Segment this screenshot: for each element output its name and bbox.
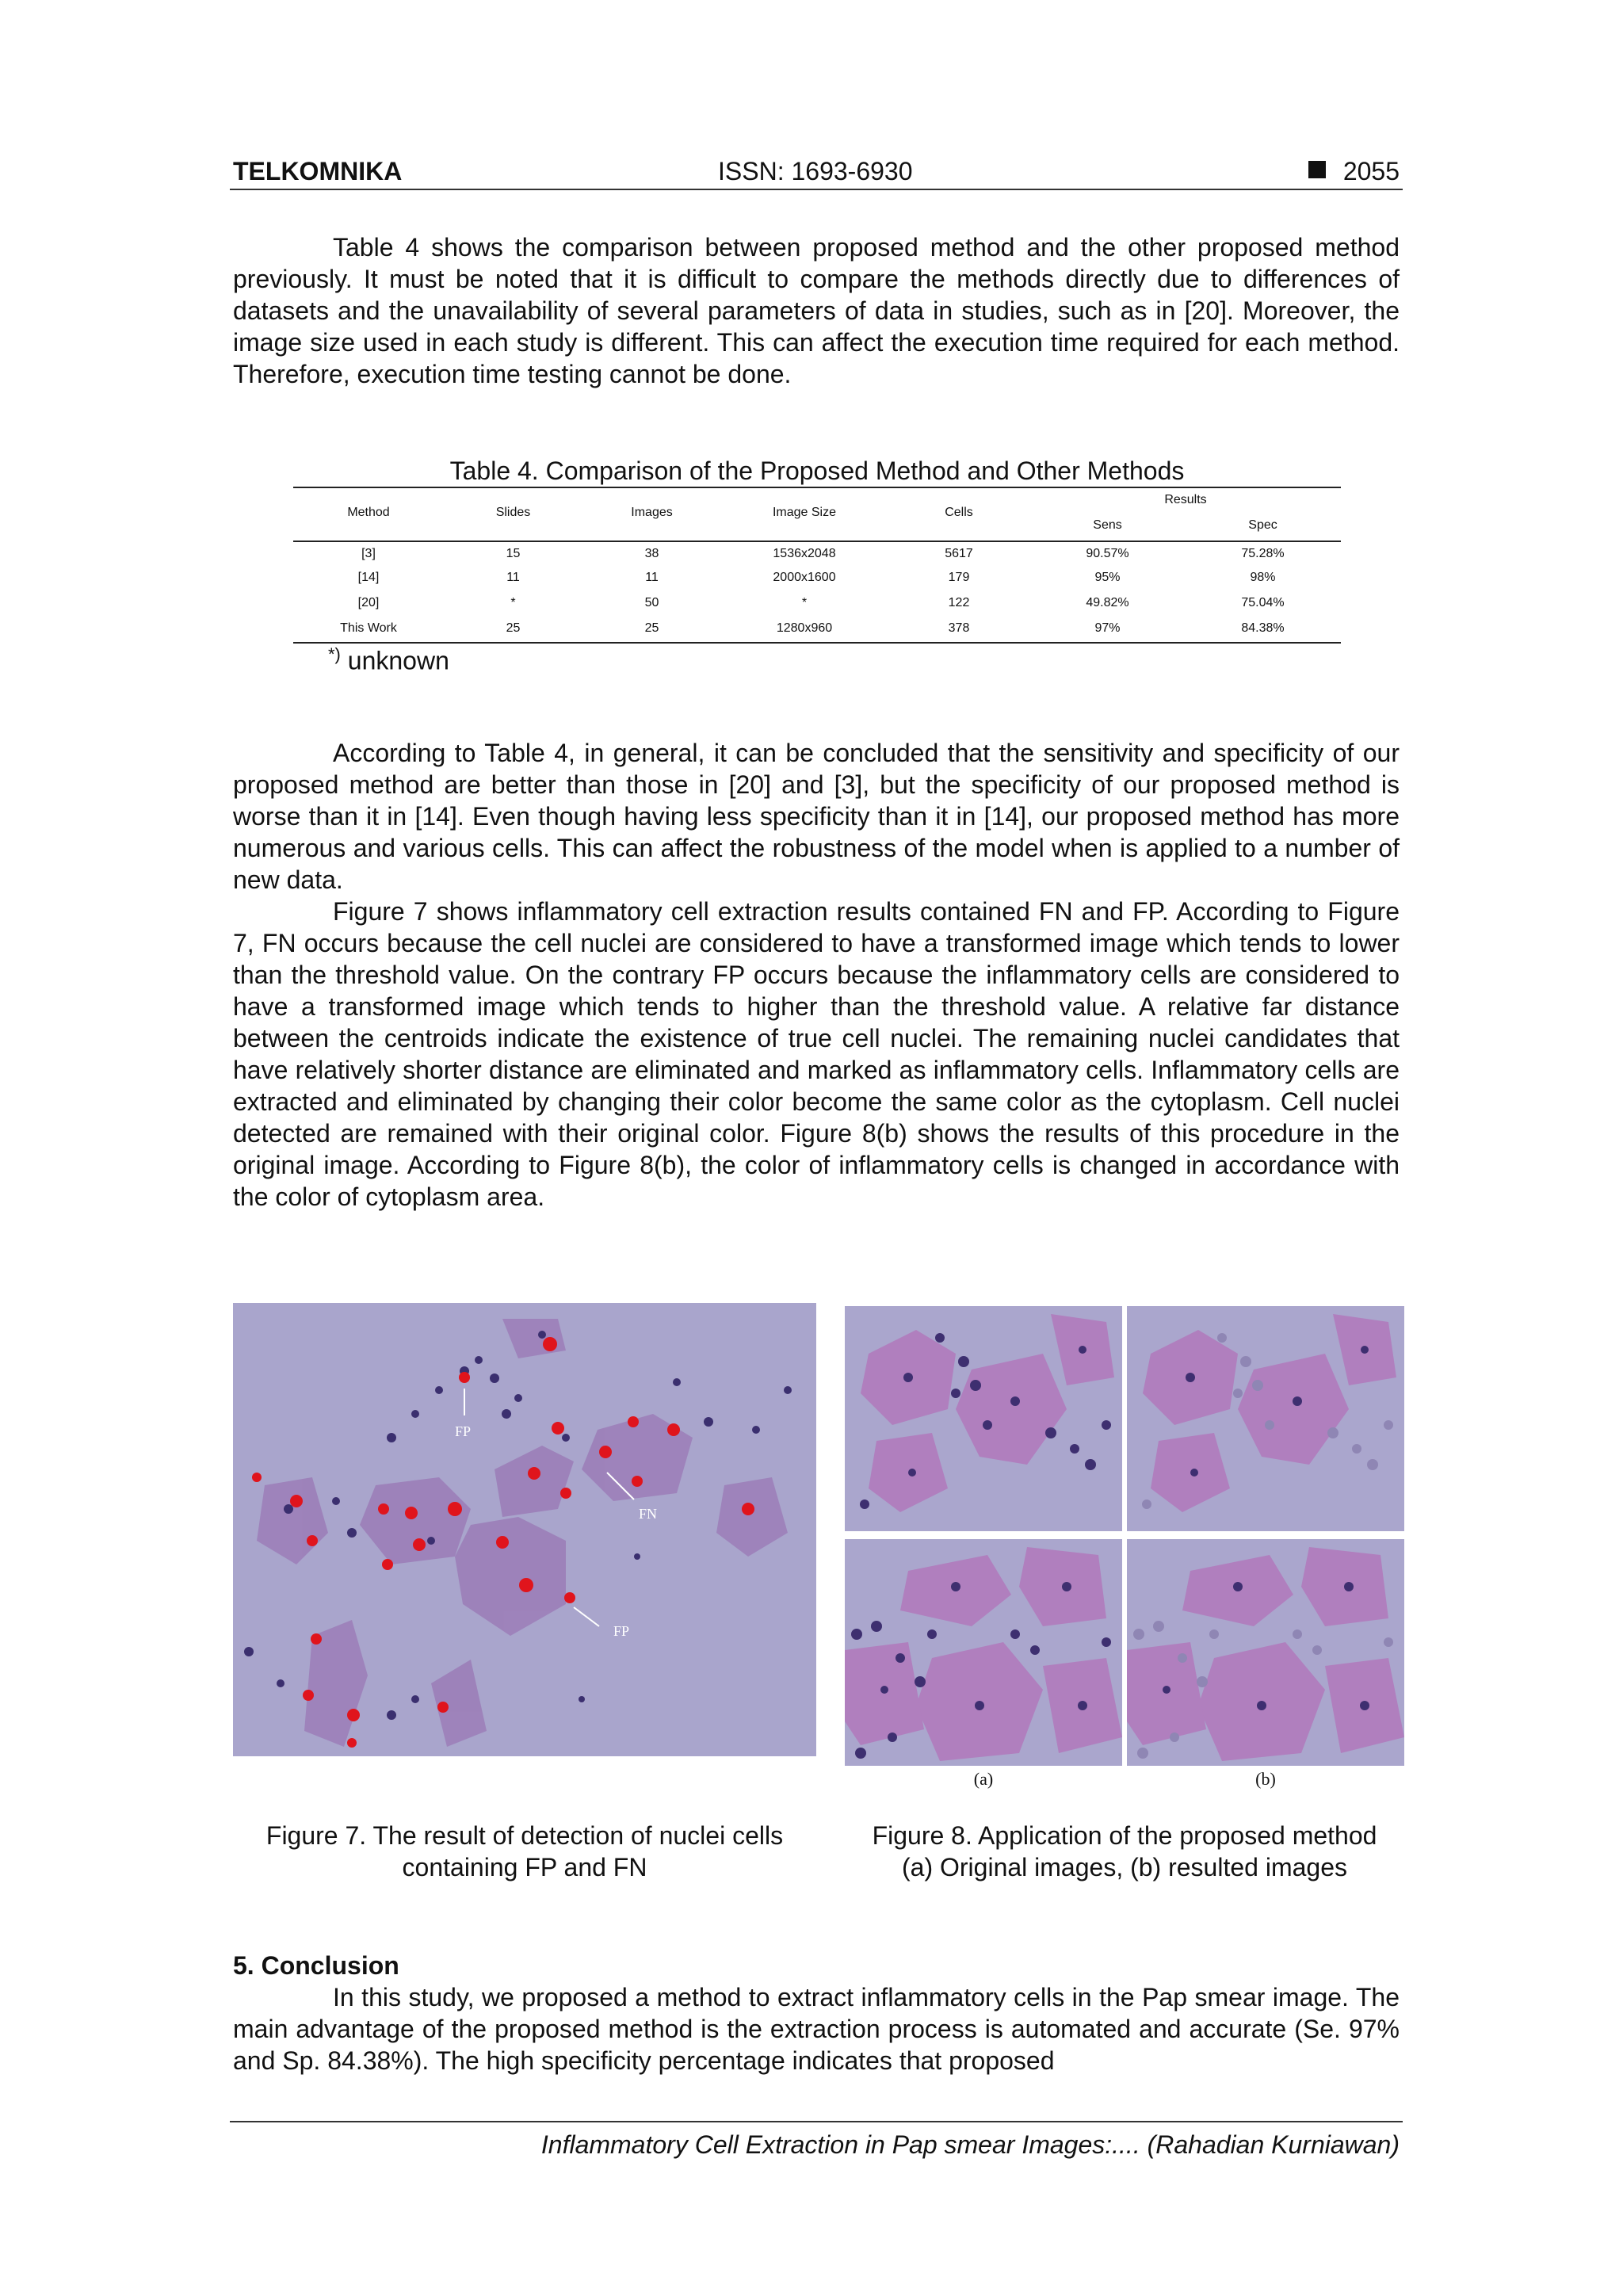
cell-cells: 122 [948, 596, 970, 609]
th-image-size: Image Size [772, 506, 837, 519]
cell-slides: * [510, 596, 516, 609]
figure-8b-bottom-image [1127, 1539, 1404, 1766]
cell-image-size: * [801, 596, 808, 609]
section-5-text: In this study, we proposed a method to extract inflammatory cells in the Pap smear image. The main advantage of the proposed method is the extraction process is automated and accurate (Se. 97% and Sp. 84.38%). The high specificity percentage indicates that proposed [233, 1983, 1400, 2075]
figure-7-caption-line-2: containing FP and FN [402, 1853, 647, 1881]
figure-8-caption-line-2: (a) Original images, (b) resulted images [902, 1853, 1347, 1881]
figure-8-caption-line-1: Figure 8. Application of the proposed method [872, 1821, 1377, 1850]
th-cells: Cells [945, 506, 973, 519]
table-title: Table 4. Comparison of the Proposed Method and Other Methods [449, 457, 1185, 485]
fn-label: FN [639, 1506, 658, 1522]
cell-sens: 90.57% [1086, 547, 1129, 560]
paragraph-1-text: Table 4 shows the comparison between proposed method and the other proposed method previously. It must be noted that it is difficult to compare the methods directly due to differences of datasets and the unavailability of several parameters of data in studies, such as in [20]. Moreover, the image size used in each study is different. This can affect the execution time required for each method. Therefore, execution time testing cannot be done. [233, 233, 1400, 388]
figure-8b-top-image [1127, 1306, 1404, 1531]
cell-sens: 49.82% [1086, 596, 1129, 609]
table-footnote [328, 639, 449, 677]
cell-spec: 84.38% [1241, 621, 1285, 635]
cell-image-size: 1536x2048 [773, 547, 836, 560]
cell-sens: 95% [1094, 571, 1121, 584]
cell-spec: 75.04% [1241, 596, 1285, 609]
cell-cells: 378 [948, 621, 970, 635]
square-bullet-icon [1308, 161, 1326, 178]
fp-label-1: FP [455, 1423, 472, 1439]
th-spec: Spec [1248, 518, 1277, 532]
journal-name: TELKOMNIKA [233, 157, 403, 185]
cell-images: 11 [645, 571, 659, 584]
cell-slides: 11 [506, 571, 520, 584]
figure-8-label-a: (a) [973, 1769, 994, 1789]
cell-sens: 97% [1094, 621, 1121, 635]
cell-cells: 179 [948, 571, 970, 584]
figure-8a-bottom-image [845, 1539, 1122, 1766]
page-number-block [1300, 155, 1400, 187]
figure-8a-top-image [845, 1306, 1122, 1531]
th-sens: Sens [1093, 518, 1122, 532]
running-footer: Inflammatory Cell Extraction in Pap smear Images:.... (Rahadian Kurniawan) [540, 2130, 1400, 2159]
cell-method: [3] [361, 547, 376, 560]
th-slides: Slides [495, 506, 531, 519]
cell-images: 50 [644, 596, 659, 609]
figure-8-label-b: (b) [1255, 1769, 1276, 1789]
cell-images: 38 [644, 547, 659, 560]
issn: ISSN: 1693-6930 [718, 157, 913, 185]
paragraph-2-text: According to Table 4, in general, it can be concluded that the sensitivity and specificity of our proposed method are better than those in [20] and [3], but the specificity of our proposed method is worse than it in [14]. Even though having less specificity than it in [14], our proposed method has more numerous and various cells. This can affect the robustness of the model when is applied to a number of new data. [233, 739, 1400, 894]
cell-slides: 15 [506, 547, 521, 560]
cell-method: [14] [357, 571, 380, 584]
section-5-body [233, 1981, 1400, 2076]
cell-cells: 5617 [945, 547, 973, 560]
cell-method: [20] [357, 596, 380, 609]
cell-method: This Work [340, 621, 397, 635]
cell-slides: 25 [506, 621, 521, 635]
fp-label-2: FP [613, 1623, 630, 1639]
footnote-mark: *) [328, 644, 341, 664]
th-method: Method [347, 506, 390, 519]
footer-rule [230, 2121, 1403, 2122]
cell-image-size: 1280x960 [776, 621, 833, 635]
cell-images: 25 [644, 621, 659, 635]
cell-spec: 75.28% [1241, 547, 1285, 560]
cell-image-size: 2000x1600 [773, 571, 836, 584]
paragraph-1 [233, 231, 1400, 390]
th-results: Results [1164, 493, 1207, 506]
section-heading: 5. Conclusion [233, 1951, 399, 1980]
figure-7-caption [233, 1820, 816, 1883]
cell-spec: 98% [1250, 571, 1276, 584]
header-rule [230, 189, 1403, 190]
page-number: 2055 [1342, 157, 1400, 185]
paragraph-3-text: Figure 7 shows inflammatory cell extraction results contained FN and FP. According to Figure 7, FN occurs because the cell nuclei are considered to have a transformed image which tends to lower than the threshold value. On the contrary FP occurs because the inflammatory cells are considered to have a transformed image which tends to higher than the threshold value. A relative far distance between the centroids indicate the existence of true cell nuclei. The remaining nuclei candidates that have relatively shorter distance are eliminated and marked as inflammatory cells. Inflammatory cells are extracted and eliminated by changing their color become the same color as the cytoplasm. Cell nuclei detected are remained with their original color. Figure 8(b) shows the results of this procedure in the original image. According to Figure 8(b), the color of inflammatory cells is changed in accordance with the color of cytoplasm area. [233, 897, 1400, 1211]
paragraph-2 [233, 737, 1400, 1213]
footnote-text: unknown [347, 646, 449, 675]
table-bottom-rule [293, 642, 1341, 644]
figure-8-caption [837, 1820, 1412, 1883]
figure-7-caption-line-1: Figure 7. The result of detection of nuclei cells [265, 1821, 784, 1850]
th-images: Images [631, 506, 673, 519]
figure-7-image [233, 1303, 816, 1756]
